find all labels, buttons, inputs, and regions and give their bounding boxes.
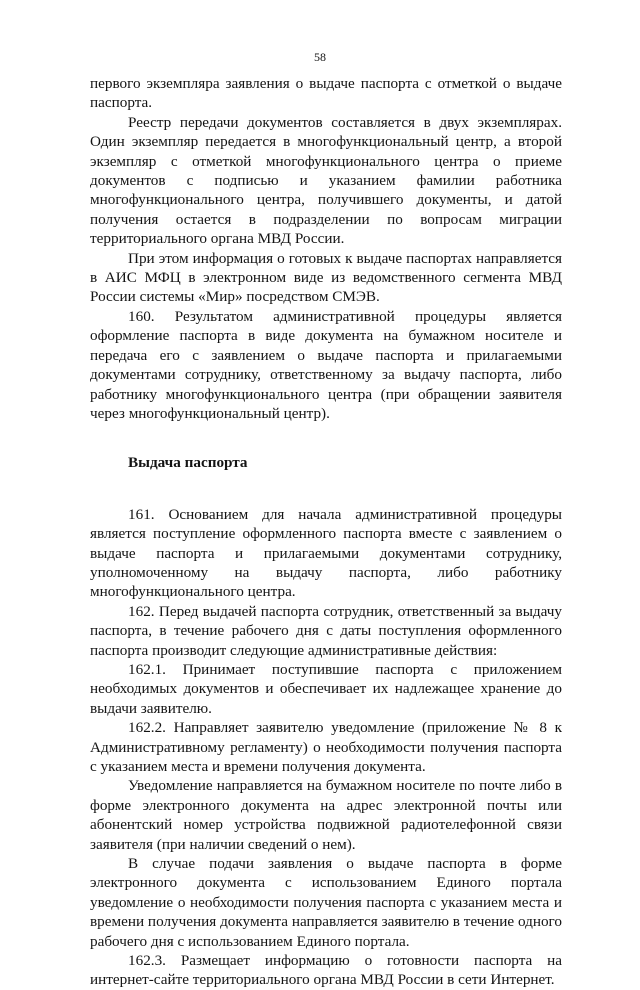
paragraph: 162.3. Размещает информацию о готовности паспорта на интернет-сайте территориального органа МВД России в сети Интернет.: [90, 952, 562, 989]
spacer: [90, 473, 562, 505]
paragraph: 162.1. Принимает поступившие паспорта с приложением необходимых документов и обеспечивает их надлежащее хранение до выдачи заявителю.: [90, 660, 562, 717]
paragraph: 160. Результатом административной процедуры является оформление паспорта в виде документа на бумажном носителе и передача его с заявлением о выдаче паспорта и прилагаемыми документами сотруднику, ответственному за выдачу паспорта, либо работнику многофункционального центра (при обращении заявителя через многофункциональный центр).: [90, 307, 562, 422]
spacer: [90, 423, 562, 453]
section-heading: Выдача паспорта: [128, 454, 248, 472]
paragraph: Реестр передачи документов составляется в двух экземплярах. Один экземпляр передается в многофункциональный центр, а второй экземпляр с отметкой многофункционального центра о приеме документов с подписью и указанием фамилии работника многофункционального центра, получившего документы, и датой получения остается в подразделении по вопросам миграции территориального органа МВД России.: [90, 113, 562, 248]
paragraph: 162.2. Направляет заявителю уведомление (приложение № 8 к Административному регламенту) о необходимости получения паспорта с указанием места и времени получения документа.: [90, 719, 562, 775]
paragraph: При этом информация о готовых к выдаче паспортах направляется в АИС МФЦ в электронном виде из ведомственного сегмента МВД России системы «Мир» посредством СМЭВ.: [90, 249, 562, 306]
page-number: 58: [314, 50, 326, 64]
paragraph: первого экземпляра заявления о выдаче паспорта с отметкой о выдаче паспорта.: [90, 75, 562, 112]
paragraph: В случае подачи заявления о выдаче паспорта в форме электронного документа с использованием Единого портала уведомление о необходимости получения паспорта с указанием места и времени получения документа направляется заявителю в течение одного рабочего дня с использованием Единого портала.: [90, 855, 562, 950]
paragraph: 162. Перед выдачей паспорта сотрудник, ответственный за выдачу паспорта, в течение рабочего дня с даты поступления оформленного паспорта производит следующие административные действия:: [90, 602, 562, 659]
document-body: [90, 74, 562, 990]
paragraph: 161. Основанием для начала административной процедуры является поступление оформленного паспорта вместе с заявлением о выдаче паспорта и прилагаемыми документами сотруднику, уполномоченному на выдачу паспорта, либо работнику многофункционального центра.: [90, 505, 562, 601]
paragraph: Уведомление направляется на бумажном носителе по почте либо в форме электронного документа на адрес электронной почты или абонентский номер устройства подвижной радиотелефонной связи заявителя (при наличии сведений о нем).: [90, 777, 562, 853]
